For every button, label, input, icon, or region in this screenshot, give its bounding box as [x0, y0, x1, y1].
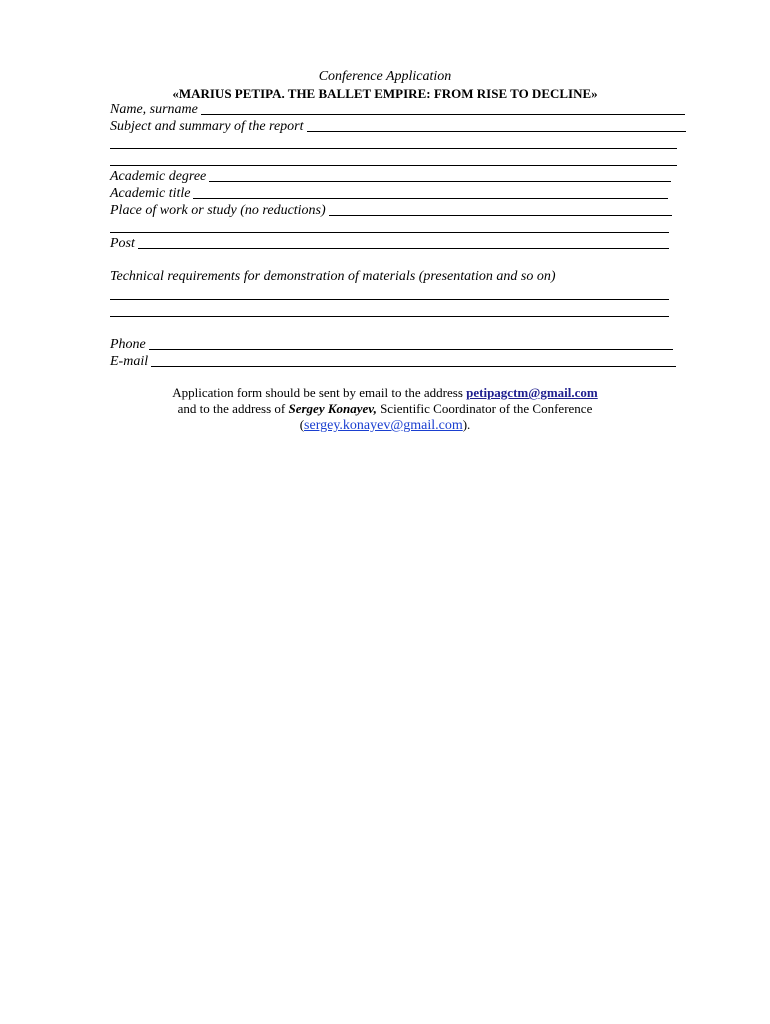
name-surname-blank[interactable]	[201, 114, 685, 115]
submission-note-line-3	[0, 417, 770, 434]
report-subject-blank-line-2[interactable]	[110, 148, 677, 149]
technical-requirements-label: Technical requirements for demonstration of materials (presentation and so on)	[110, 269, 556, 284]
name-surname-label: Name, surname	[110, 102, 198, 117]
submission-note-text: Application form should be sent by email to the address	[172, 385, 467, 400]
open-paren: (	[299, 417, 305, 432]
academic-degree-label: Academic degree	[110, 169, 207, 184]
academic-degree-field[interactable]	[110, 169, 671, 185]
close-paren: ).	[462, 417, 471, 432]
organizer-email-link[interactable]: petipagctm@gmail.com	[466, 385, 598, 400]
technical-requirements-blank-line-2[interactable]	[110, 316, 669, 317]
phone-label: Phone	[110, 337, 146, 352]
academic-title-blank[interactable]	[193, 198, 668, 199]
report-subject-blank[interactable]	[307, 131, 686, 132]
academic-title-field[interactable]	[110, 186, 668, 202]
email-field[interactable]	[110, 354, 676, 370]
academic-degree-blank[interactable]	[209, 181, 671, 182]
workplace-blank-line-2[interactable]	[110, 232, 669, 233]
email-label: E-mail	[110, 354, 149, 369]
post-label: Post	[110, 236, 135, 251]
workplace-field[interactable]	[110, 203, 672, 219]
coordinator-email-link[interactable]: sergey.konayev@gmail.com	[304, 418, 463, 433]
submission-note-line-1	[0, 385, 770, 401]
academic-title-label: Academic title	[110, 186, 191, 201]
technical-requirements-blank-line-1[interactable]	[110, 299, 669, 300]
phone-field[interactable]	[110, 337, 673, 353]
workplace-blank[interactable]	[329, 215, 672, 216]
post-field[interactable]	[110, 236, 669, 252]
submission-note-line-2	[0, 401, 770, 417]
name-surname-field[interactable]	[110, 102, 685, 118]
conference-name: «MARIUS PETIPA. THE BALLET EMPIRE: FROM RISE TO DECLINE»	[172, 86, 598, 101]
phone-blank[interactable]	[149, 349, 673, 350]
post-blank[interactable]	[138, 248, 669, 249]
coordinator-name: Sergey Konayev,	[288, 401, 377, 416]
report-subject-field[interactable]	[110, 119, 686, 135]
email-blank[interactable]	[151, 366, 676, 367]
form-title: Conference Application	[318, 69, 452, 84]
report-subject-blank-line-3[interactable]	[110, 165, 677, 166]
report-subject-label: Subject and summary of the report	[110, 119, 304, 134]
coordinator-role: Scientific Coordinator of the Conference	[376, 401, 593, 416]
workplace-label: Place of work or study (no reductions)	[110, 203, 326, 218]
coordinator-prefix: and to the address of	[177, 401, 289, 416]
